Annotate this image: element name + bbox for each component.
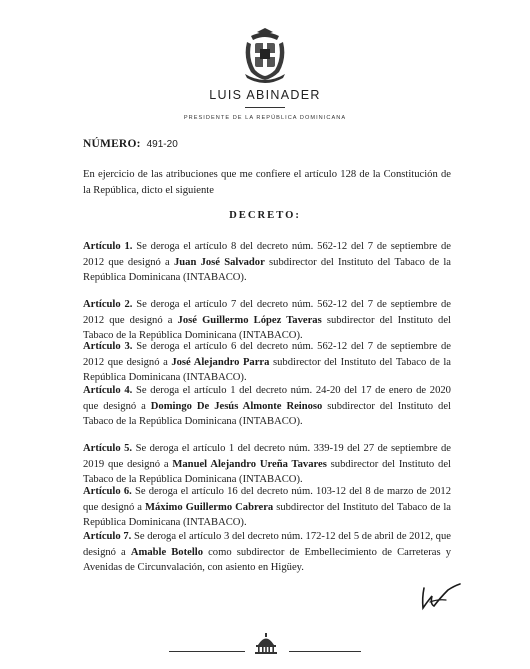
decree-number bbox=[83, 138, 178, 150]
designee-name: José Alejandro Parra bbox=[171, 356, 270, 368]
designee-name: Juan José Salvador bbox=[173, 256, 265, 268]
coat-of-arms-seal bbox=[237, 28, 293, 86]
intro-paragraph: En ejercicio de las atribuciones que me confiere el artículo 128 de la Constitución de la República, dicto el siguiente bbox=[83, 169, 451, 196]
article-text: subdirector del Instituto del Tabaco de la República Dominicana (INTABACO). bbox=[83, 314, 451, 341]
article-text: subdirector del Instituto del Tabaco de la República Dominicana (INTABACO). bbox=[83, 400, 451, 427]
article-text: como subdirector de Embellecimiento de Carreteras y Avenidas de Circunvalación, con asiento en Higüey. bbox=[83, 546, 451, 573]
president-name: LUIS ABINADER bbox=[209, 88, 321, 102]
article-label: Artículo 5. bbox=[83, 443, 133, 454]
article-text: subdirector del Instituto del Tabaco de la República Dominicana (INTABACO). bbox=[83, 501, 451, 528]
article-3 bbox=[83, 339, 451, 386]
article-text: subdirector del Instituto del Tabaco de la República Dominicana (INTABACO). bbox=[83, 356, 451, 383]
article-text: Se deroga el artículo 3 del decreto núm. 172-12 del 5 de abril de 2012, que designó a bbox=[83, 531, 451, 558]
header-divider bbox=[245, 107, 285, 108]
article-label: Artículo 7. bbox=[83, 531, 132, 542]
article-text: subdirector del Instituto del Tabaco de la República Dominicana (INTABACO). bbox=[83, 256, 451, 283]
designee-name: Manuel Alejandro Ureña Tavares bbox=[172, 458, 327, 470]
national-palace-icon bbox=[253, 632, 279, 654]
article-text: Se deroga el artículo 7 del decreto núm. 562-12 del 7 de septiembre de 2012 que designó a bbox=[83, 299, 451, 326]
article-label: Artículo 2. bbox=[83, 299, 133, 310]
article-text: Se deroga el artículo 6 del decreto núm. 562-12 del 7 de septiembre de 2012 que designó a bbox=[83, 341, 451, 368]
article-2 bbox=[83, 297, 451, 344]
designee-name: José Guillermo López Taveras bbox=[177, 314, 322, 326]
article-text: Se deroga el artículo 8 del decreto núm. 562-12 del 7 de septiembre de 2012 que designó a bbox=[83, 241, 451, 268]
article-label: Artículo 4. bbox=[83, 385, 133, 396]
article-5 bbox=[83, 441, 451, 488]
designee-name: Domingo De Jesús Almonte Reinoso bbox=[150, 400, 323, 412]
article-7 bbox=[83, 529, 451, 576]
decree-heading: DECRETO: bbox=[229, 210, 301, 221]
article-1 bbox=[83, 239, 451, 286]
article-4 bbox=[83, 383, 451, 430]
designee-name: Máximo Guillermo Cabrera bbox=[144, 501, 274, 513]
designee-name: Amable Botello bbox=[130, 546, 204, 558]
article-text: Se deroga el artículo 1 del decreto núm. 339-19 del 27 de septiembre de 2019 que designó a bbox=[83, 443, 451, 470]
article-6 bbox=[83, 484, 451, 531]
article-label: Artículo 3. bbox=[83, 341, 133, 352]
article-label: Artículo 1. bbox=[83, 241, 133, 252]
decree-number-label: NÚMERO: bbox=[83, 138, 141, 150]
president-title: PRESIDENTE DE LA REPÚBLICA DOMINICANA bbox=[183, 115, 347, 121]
footer-divider-right bbox=[289, 651, 361, 652]
handwritten-initials bbox=[418, 580, 462, 614]
footer-divider-left bbox=[169, 651, 245, 652]
article-text: subdirector del Instituto del Tabaco de la República Dominicana (INTABACO). bbox=[83, 458, 451, 485]
article-text: Se deroga el artículo 16 del decreto núm. 103-12 del 8 de marzo de 2012 que designó a bbox=[83, 486, 451, 513]
decree-number-value: 491-20 bbox=[146, 139, 178, 150]
article-text: Se deroga el artículo 1 del decreto núm. 24-20 del 17 de enero de 2020 que designó a bbox=[83, 385, 451, 412]
article-label: Artículo 6. bbox=[83, 486, 132, 497]
